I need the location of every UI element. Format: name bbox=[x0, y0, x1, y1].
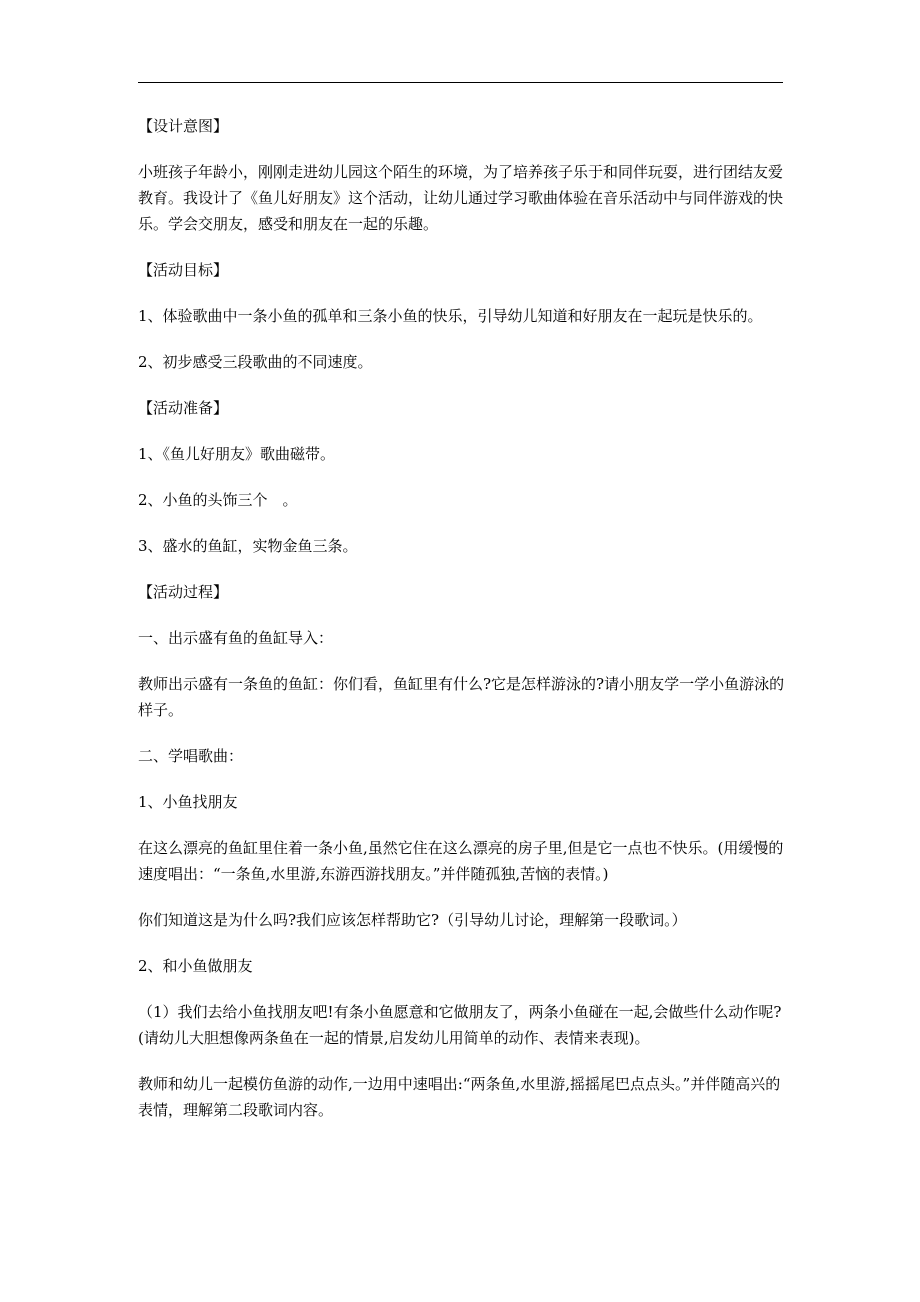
process-substep-1-text: 在这么漂亮的鱼缸里住着一条小鱼,虽然它住在这么漂亮的房子里,但是它一点也不快乐。(用缓慢的速度唱出：“一条鱼,水里游,东游西游找朋友。”并伴随孤独,苦恼的表情。) bbox=[138, 839, 784, 883]
section-heading-activity-goals: 【活动目标】 bbox=[138, 261, 229, 279]
section-heading-activity-prep: 【活动准备】 bbox=[138, 399, 229, 417]
process-substep-1-heading: 1、小鱼找朋友 bbox=[138, 793, 238, 811]
header-rule bbox=[138, 82, 783, 83]
document-body bbox=[138, 113, 786, 1143]
goal-item-2: 2、初步感受三段歌曲的不同速度。 bbox=[138, 353, 373, 371]
process-substep-2-followup: 教师和幼儿一起模仿鱼游的动作,一边用中速唱出:“两条鱼,水里游,摇摇尾巴点点头。”并伴随高兴的表情，理解第二段歌词内容。 bbox=[138, 1075, 781, 1119]
paragraph-design-intent: 小班孩子年龄小，刚刚走进幼儿园这个陌生的环境，为了培养孩子乐于和同伴玩耍，进行团结友爱教育。我设计了《鱼儿好朋友》这个活动，让幼儿通过学习歌曲体验在音乐活动中与同伴游戏的快乐。学会交朋友，感受和朋友在一起的乐趣。 bbox=[138, 163, 784, 233]
process-step-1-text: 教师出示盛有一条鱼的鱼缸：你们看，鱼缸里有什么?它是怎样游泳的?请小朋友学一学小鱼游泳的样子。 bbox=[138, 675, 785, 719]
section-heading-activity-process: 【活动过程】 bbox=[138, 583, 229, 601]
goal-item-1: 1、体验歌曲中一条小鱼的孤单和三条小鱼的快乐，引导幼儿知道和好朋友在一起玩是快乐的。 bbox=[138, 307, 763, 325]
prep-item-2: 2、小鱼的头饰三个 。 bbox=[138, 491, 298, 509]
process-step-2-heading: 二、学唱歌曲： bbox=[138, 747, 244, 765]
prep-item-1: 1、《鱼儿好朋友》歌曲磁带。 bbox=[138, 445, 336, 463]
section-heading-design-intent: 【设计意图】 bbox=[138, 117, 229, 135]
process-substep-2-heading: 2、和小鱼做朋友 bbox=[138, 957, 253, 975]
process-step-1-heading: 一、出示盛有鱼的鱼缸导入： bbox=[138, 629, 334, 647]
prep-item-3: 3、盛水的鱼缸，实物金鱼三条。 bbox=[138, 537, 358, 555]
process-substep-2-text: （1）我们去给小鱼找朋友吧!有条小鱼愿意和它做朋友了，两条小鱼碰在一起,会做些什么动作呢?(请幼儿大胆想像两条鱼在一起的情景,启发幼儿用简单的动作、表情来表现)。 bbox=[138, 1003, 782, 1047]
process-substep-1-question: 你们知道这是为什么吗?我们应该怎样帮助它?（引导幼儿讨论，理解第一段歌词。） bbox=[138, 911, 687, 929]
